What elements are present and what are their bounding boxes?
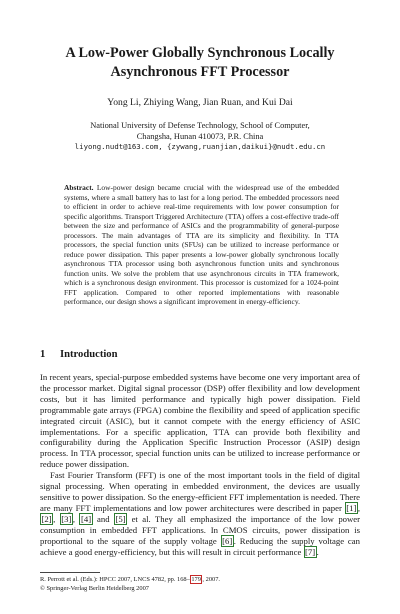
citation-separator: and [97,513,110,524]
citation-link-5[interactable]: [5] [115,513,126,524]
citation-separator: , [53,513,56,524]
paper-title-line-1: A Low-Power Globally Synchronous Locally [65,45,335,61]
section-number: 1 [40,349,46,360]
citation-separator: , [72,513,76,524]
author-emails: liyong.nudt@163.com, {zywang,ruanjian,daikui}@nudt.edu.cn [74,142,326,151]
paragraph-2 [40,470,360,557]
paragraph-2-text-2: et al. They all emphasized the importance of the low power consumption in embedded FFT applications. In CMOS circuits, power dissipation is proportional to the square of the supply voltage [40,513,361,546]
citation-link-3[interactable]: [3] [61,513,72,524]
section-heading [40,348,118,361]
citation-separator: , [357,502,361,513]
citation-link-6[interactable]: [6] [222,535,233,546]
paper-title-line-2: Asynchronous FFT Processor [110,64,290,80]
footnote-citation-prefix: R. Perrott et al. (Eds.): HPCC 2007, LNCS 4782, pp. 168– [40,576,190,583]
footnote-citation [40,576,370,584]
author-list: Yong Li, Zhiying Wang, Jian Ruan, and Kui Dai [107,97,293,108]
paragraph-1: In recent years, special-purpose embedded systems have become one very important area of the processor market. Digital signal processor (DSP) offer flexibility and low development costs, but it has limited performance and typically high power dissipation. Field programmable gate arrays (FPGA) combine the flexibility and speed of application specific integrated circuit (ASIC), but it cannot compete with the energy efficiency of ASIC implementations. For a specific application, TTA can provide both flexibility and configurability during the Application Specific Instruction Processor (ASIP) design process. In TTA processor, special function units can be utilized to increase performance or reduce power dissipation. [40,372,360,470]
paragraph-2-text-1: Fast Fourier Transform (FFT) is one of the most important tools in the field of digital signal processing. When operating in embedded environment, the devices are usually sensitive to power dissipation. So the energy-efficient FFT implementation is needed. There are many FFT implementations and low power architectures were described in paper [40,470,360,513]
footnote-citation-suffix: , 2007. [202,576,220,583]
abstract-label: Abstract. [64,183,94,192]
section-body [40,372,360,557]
paragraph-2-end: . [316,546,319,557]
affiliation-line-2: Changsha, Hunan 410073, P.R. China [136,132,264,141]
citation-link-4[interactable]: [4] [80,513,92,524]
citation-link-2[interactable]: [2] [41,513,52,524]
abstract-text: Low-power design became crucial with the widespread use of the embedded systems, where a small battery has to last for a long period. The embedded processors need to efficient in order to achieve real-time requirements with low power consumption for specific algorithms. Transport Triggered Architecture (TTA) offers a cost-effective trade-off between the size and performance of ASICs and the programmability of general-purpose processors. The main advantages of TTA are its simplicity and flexibility. In TTA processors, the special function units (SFUs) can be utilized to increase performance or reduce power dissipation. This paper presents a low-power globally synchronous locally asynchronous TTA processor using both asynchronous function units and synchronous function units. We solve the problem that use asynchronous circuits in TTA framework, which is a synchronous design environment. This processor is customized for a 1024-point FFT application. Compared to other reported implementations with reasonable performance, our design shows a significant improvement in energy-efficiency. [64,183,340,306]
section-title: Introduction [60,349,118,360]
citation-link-7[interactable]: [7] [305,546,316,557]
citation-link-1[interactable]: [1] [346,502,357,513]
affiliation-line-1: National University of Defense Technology, School of Computer, [90,121,310,130]
footnote-divider [40,572,100,573]
abstract [64,183,339,307]
page-range-link[interactable]: 179 [191,576,201,583]
footnote-copyright: © Springer-Verlag Berlin Heidelberg 2007 [40,585,149,592]
paragraph-2-text-3: . Reducing the supply voltage can achieve a good energy-efficiency, but this will result in circuit performance [40,535,360,557]
